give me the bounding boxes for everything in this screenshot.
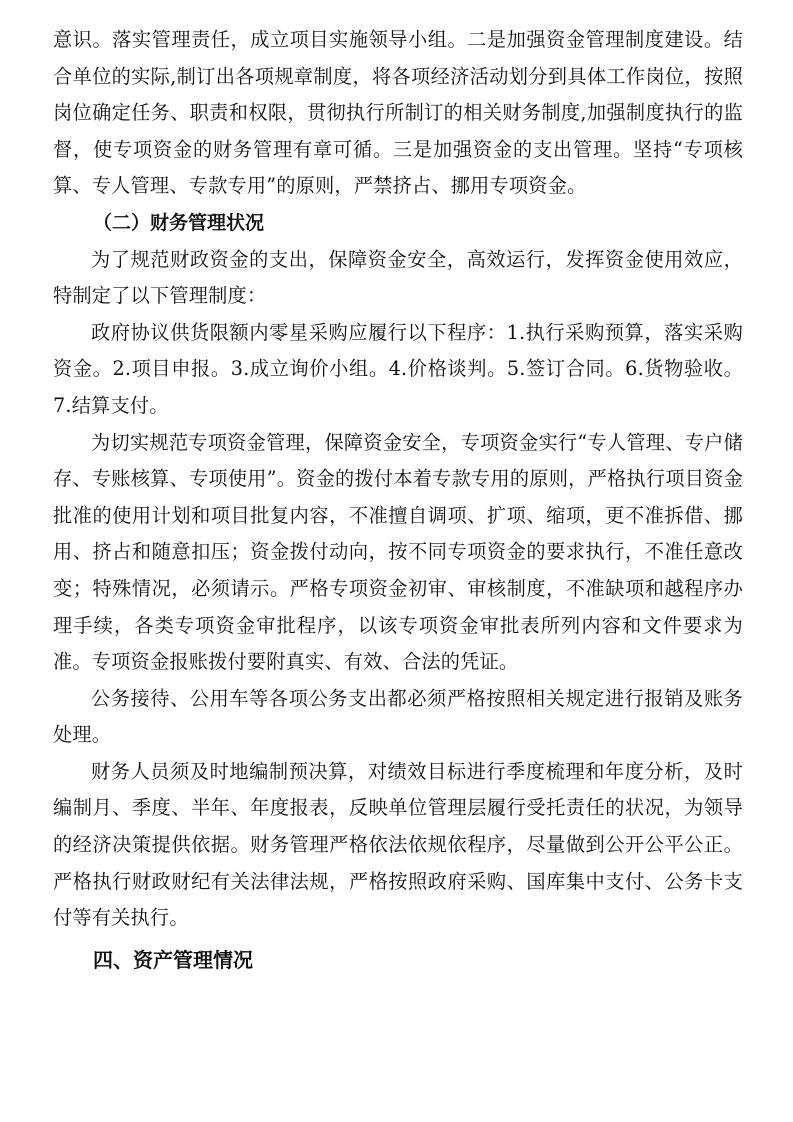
paragraph-special-funds: 为切实规范专项资金管理，保障资金安全，专项资金实行“专人管理、专户储存、专账核算、专项使用”。资金的拨付本着专款专用的原则，严格执行项目资金批准的使用计划和项目批复内容，不准擅自调项、扩项、缩项，更不准拆借、挪用、挤占和随意扣压；资金拨付动向，按不同专项资金的要求执行，不准任意改变；特殊情况，必须请示。严格专项资金初审、审核制度，不准缺项和越程序办理手续，各类专项资金审批程序，以该专项资金审批表所列内容和文件要求为准。专项资金报账拨付要附真实、有效、合法的凭证。 <box>53 430 743 674</box>
paragraph-official-expenses: 公务接待、公用车等各项公务支出都必须严格按照相关规定进行报销及账务处理。 <box>53 686 743 747</box>
paragraph-procurement-procedure: 政府协议供货限额内零星采购应履行以下程序：1.执行采购预算，落实采购资金。2.项目申报。3.成立询价小组。4.价格谈判。5.签订合同。6.货物验收。7.结算支付。 <box>53 320 743 417</box>
document-page <box>53 22 743 979</box>
paragraph-continued: 意识。落实管理责任，成立项目实施领导小组。二是加强资金管理制度建设。结合单位的实际,制订出各项规章制度，将各项经济活动划分到具体工作岗位，按照岗位确定任务、职责和权限，贯彻执行所制订的相关财务制度,加强制度执行的监督，使专项资金的财务管理有章可循。三是加强资金的支出管理。坚持“专项核算、专人管理、专款专用”的原则，严禁挤占、挪用专项资金。 <box>53 28 743 198</box>
paragraph-accounting-staff: 财务人员须及时地编制预决算，对绩效目标进行季度梳理和年度分析，及时编制月、季度、半年、年度报表，反映单位管理层履行受托责任的状况，为领导的经济决策提供依据。财务管理严格依法依规依程序，尽量做到公开公平公正。严格执行财政财纪有关法律法规，严格按照政府采购、国库集中支付、公务卡支付等有关执行。 <box>53 759 743 930</box>
subheading-financial-management-status: （二）财务管理状况 <box>93 211 265 234</box>
heading-asset-management: 四、资产管理情况 <box>93 947 253 972</box>
paragraph-intro: 为了规范财政资金的支出，保障资金安全，高效运行，发挥资金使用效应，特制定了以下管理制度： <box>53 247 743 308</box>
